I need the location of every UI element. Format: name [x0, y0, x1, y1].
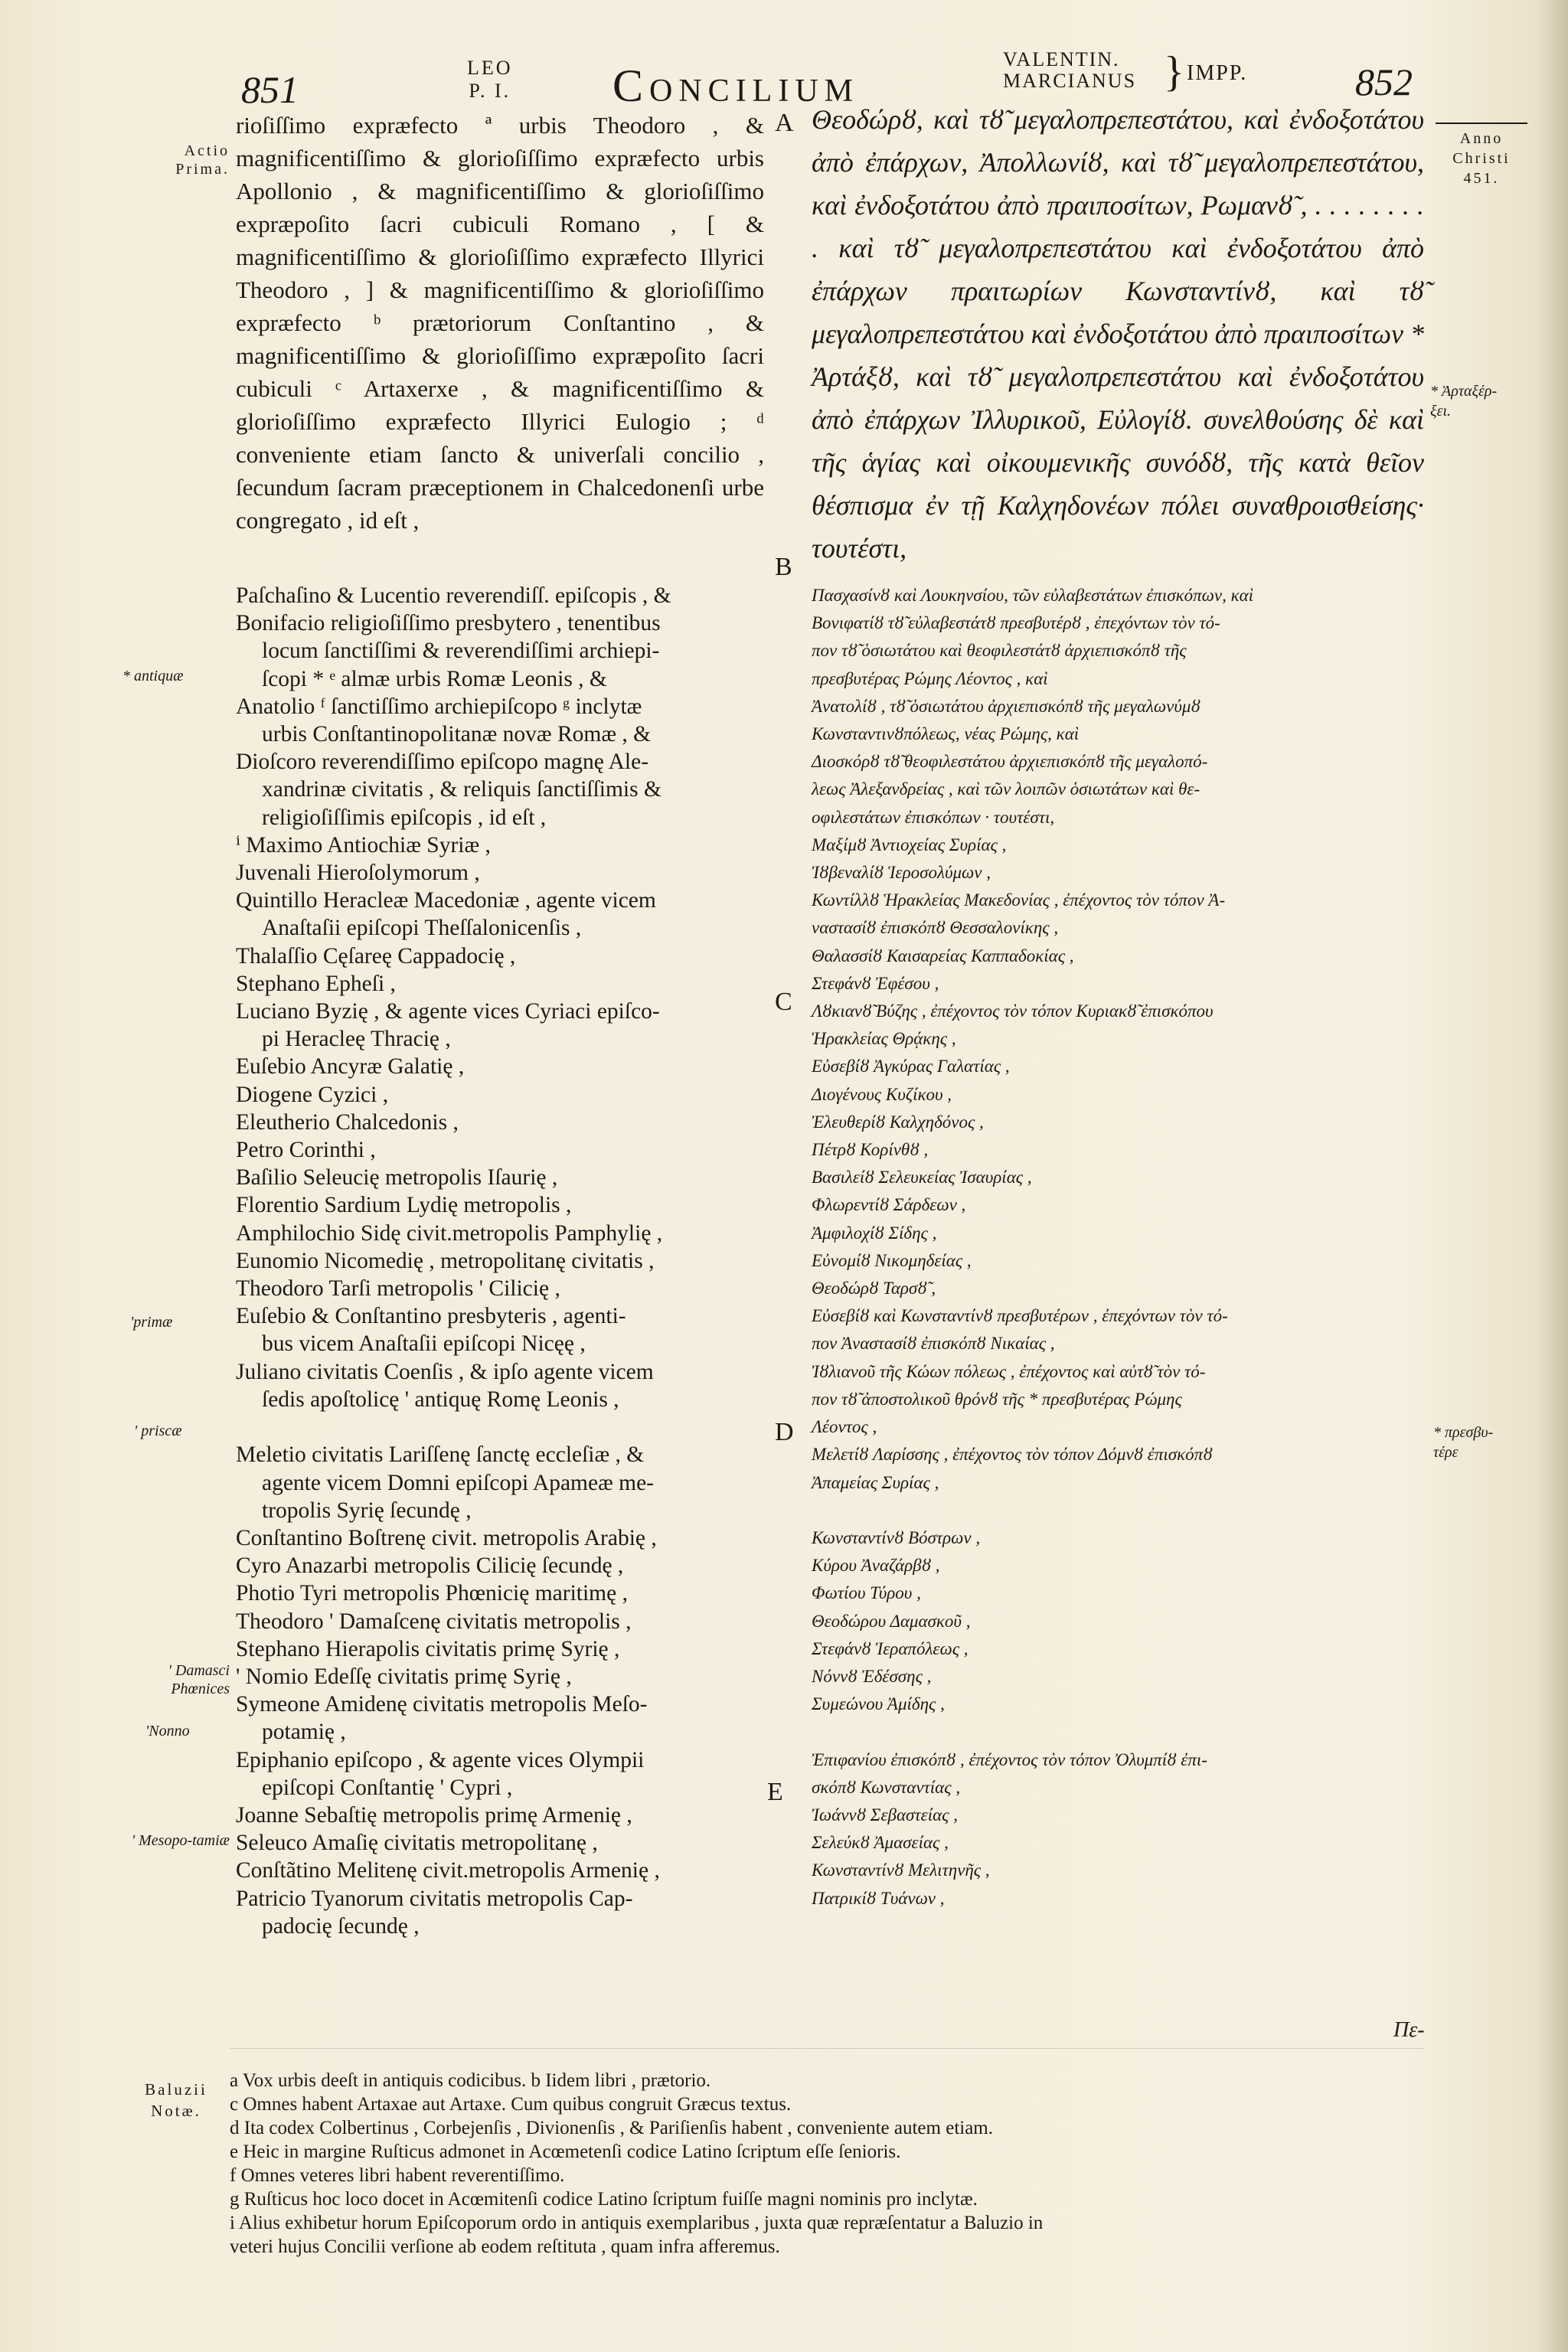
margin-note-nonno: 'Nonno: [145, 1723, 190, 1740]
latin-list-line: Anatolio ᶠ ſanctiſſimo archiepiſcopo ᵍ inclytæ: [236, 694, 642, 719]
latin-bishop-list: [236, 582, 772, 1940]
greek-list-line: Ἰωάννȣ Σεβαστείας ,: [812, 1805, 958, 1824]
notes-label: Baluzii Notæ.: [145, 2080, 207, 2120]
greek-list-line: Λέοντος ,: [812, 1417, 877, 1437]
latin-list-line: xandrinæ civitatis , & reliquis ſanctiſſimis &: [262, 777, 662, 802]
margin-rule: [1436, 122, 1527, 124]
greek-list-line: [812, 1718, 1428, 1746]
greek-list-line: [812, 1497, 1428, 1524]
footnotes: [230, 2069, 1455, 2259]
latin-list-line: Petro Corinthi ,: [236, 1138, 376, 1163]
latin-list-line: Luciano Byzię , & agente vices Cyriaci epiſco-: [236, 999, 660, 1024]
greek-list-line: σκόπȣ Κωνσταντίας ,: [812, 1777, 961, 1797]
latin-list-line: [236, 1413, 772, 1441]
footnote-line: g Ruſticus hoc loco docet in Acœmitenſi codice Latino ſcriptum fuiſſe magni nominis pro inclytæ.: [230, 2189, 978, 2210]
greek-list-line: Κωνσταντινȣπόλεως, νέας Ρώμης, καὶ: [812, 724, 1080, 744]
margin-note-antiquae: * antiquæ: [122, 668, 184, 684]
latin-list-line: Epiphanio epiſcopo , & agente vices Olympii: [236, 1747, 645, 1772]
latin-list-line: religioſiſſimis epiſcopis , id eſt ,: [262, 805, 547, 830]
margin-note-primae: 'primæ: [130, 1314, 173, 1331]
greek-list-line: Πατρικίȣ Τυάνων ,: [812, 1888, 945, 1908]
latin-list-line: Juliano civitatis Coenſis , & ipſo agente vicem: [236, 1359, 654, 1384]
impp-label: IMPP.: [1187, 61, 1248, 85]
latin-list-line: Stephano Epheſi ,: [236, 971, 396, 996]
latin-list-line: Thalaſſio Cęſareę Cappadocię ,: [236, 943, 516, 969]
latin-list-line: Meletio civitatis Lariſſenę ſanctę eccleſiæ , &: [236, 1442, 645, 1468]
latin-list-line: Eleutherio Chalcedonis ,: [236, 1109, 459, 1135]
footnote-line: e Heic in margine Ruſticus admonet in Acœmetenſi codice Latino ſcriptum eſſe ſenioris.: [230, 2141, 901, 2162]
latin-list-line: Symeone Amidenę civitatis metropolis Meſo-: [236, 1692, 648, 1717]
emperor-1: VALENTIN.: [1003, 48, 1120, 70]
latin-list-line: bus vicem Anaſtaſii epiſcopi Nicęę ,: [262, 1331, 586, 1357]
margin-note-mesopotamiae: ' Mesopo-tamiæ: [131, 1832, 230, 1849]
latin-list-line: Amphilochio Sidę civit.metropolis Pamphylię ,: [236, 1220, 663, 1246]
margin-note-priscae: ' priscæ: [134, 1423, 182, 1439]
catchword: Πε-: [1393, 2018, 1425, 2042]
greek-intro-paragraph: Θεοδώρȣ, καὶ τȣ̃ μεγαλοπρεπεστάτου, καὶ ἐνδοξοτάτου ἀπὸ ἐπάρχων, Ἀπολλωνίȣ, καὶ τȣ̃ μεγαλοπρεπεστάτου, καὶ ἐνδοξοτάτου ἀπὸ πραιποσίτων, Ρωμανȣ̃ , . . . . . . . . . καὶ τȣ̃ μεγαλοπρεπεστάτου καὶ ἐνδοξοτάτου ἀπὸ ἐπάρχων πραιτωρίων Κωνσταντίνȣ, καὶ τȣ̃ μεγαλοπρεπεστάτου καὶ ἐνδοξοτάτου ἀπὸ πραιποσίτων * Ἀρτάξȣ, καὶ τȣ̃ μεγαλοπρεπεστάτου καὶ ἐνδοξοτάτου ἀπὸ ἐπάρχων Ἰλλυρικοῦ, Εὐλογίȣ. συνελθούσης δὲ καὶ τῆς ἁγίας καὶ οἰκουμενικῆς συνόδȣ, τῆς κατὰ θεῖον θέσπισμα ἐν τῇ Καλχηδονέων πόλει συναθροισθείσης· τουτέστι,: [812, 104, 1424, 564]
notes-divider: [230, 2048, 1424, 2049]
greek-list-line: Βονιφατίȣ τȣ̃ εὐλαβεστάτȣ πρεσβυτέρȣ , ἐπεχόντων τὸν τό-: [812, 613, 1220, 633]
pope-name: LEO: [467, 57, 513, 79]
greek-list-line: Μαξίμȣ Ἀντιοχείας Συρίας ,: [812, 835, 1007, 854]
latin-list-line: Theodoro ' Damaſcenę civitatis metropolis ,: [236, 1609, 632, 1634]
latin-list-line: Conſtantino Boſtrenę civit. metropolis Arabię ,: [236, 1525, 657, 1550]
latin-list-line: Cyro Anazarbi metropolis Cilicię ſecundę ,: [236, 1553, 624, 1579]
footnote-line: i Alius exhibetur horum Epiſcoporum ordo in antiquis exemplaribus , juxta quæ repræſentatur a Baluzio in: [230, 2213, 1044, 2233]
latin-list-line: agente vicem Domni epiſcopi Apameæ me-: [262, 1470, 655, 1495]
margin-note-presbyteros: * πρεσβυ-τέρε: [1433, 1424, 1494, 1461]
latin-list-line: locum ſanctiſſimi & reverendiſſimi archiepi-: [262, 639, 660, 664]
greek-list-line: Θεοδώρȣ Ταρσȣ̃ ,: [812, 1279, 936, 1298]
latin-list-line: Seleuco Amaſię civitatis metropolitanę ,: [236, 1831, 598, 1856]
greek-list-line: πον τȣ̃ ἀποστολικοῦ θρόνȣ τῆς * πρεσβυτέρας Ρώμης: [812, 1389, 1182, 1409]
running-title: Concilium: [612, 60, 859, 111]
latin-list-line: Conſtãtino Melitenę civit.metropolis Armenię ,: [236, 1858, 660, 1883]
latin-list-line: ſedis apoſtolicę ' antiquę Romę Leonis ,: [262, 1387, 619, 1412]
latin-list-line: Bonifacio religioſiſſimo presbytero , tenentibus: [236, 611, 661, 636]
greek-list-line: Διογένους Κυζίκου ,: [812, 1084, 952, 1104]
greek-list-line: Συμεώνου Ἀμίδης ,: [812, 1694, 945, 1714]
latin-list-line: Joanne Sebaſtię metropolis primę Armenię ,: [236, 1802, 632, 1828]
greek-list-line: Κωνσταντίνȣ Μελιτηνῆς ,: [812, 1860, 990, 1880]
section-marker-b: B: [775, 553, 792, 581]
latin-list-line: Baſilio Seleucię metropolis Iſaurię ,: [236, 1165, 558, 1191]
latin-list-line: Eunomio Nicomedię , metropolitanę civitatis ,: [236, 1248, 655, 1273]
pope-number: P. I.: [469, 80, 511, 102]
latin-list-line: Quintillo Heracleæ Macedoniæ , agente vicem: [236, 888, 656, 913]
greek-list-line: Θεοδώρου Δαμασκοῦ ,: [812, 1611, 971, 1631]
latin-list-line: epiſcopi Conſtantię ' Cypri ,: [262, 1775, 513, 1800]
brace-glyph: }: [1164, 48, 1184, 96]
margin-note-damasci: ' Damasci Phœnices: [168, 1662, 230, 1697]
latin-list-line: Anaſtaſii epiſcopi Theſſalonicenſis ,: [262, 916, 582, 941]
latin-list-line: Diogene Cyzici ,: [236, 1082, 389, 1107]
emperors-label: [1003, 49, 1136, 92]
greek-list-line: Σελεύκȣ Ἀμασείας ,: [812, 1833, 949, 1853]
latin-list-line: Florentio Sardium Lydię metropolis ,: [236, 1193, 572, 1218]
greek-list-line: Θαλασσίȣ Καισαρείας Καππαδοκίας ,: [812, 946, 1074, 965]
latin-list-line: Euſebio & Conſtantino presbyteris , agenti-: [236, 1304, 626, 1329]
latin-list-line: ⁱ Maximo Antiochiæ Syriæ ,: [236, 832, 491, 858]
greek-list-line: Ἐπιφανίου ἐπισκόπȣ , ἐπέχοντος τὸν τόπον Ὀλυμπίȣ ἐπι-: [812, 1749, 1207, 1769]
greek-list-line: Νόννȣ Ἐδέσσης ,: [812, 1666, 932, 1686]
page-number-right: 852: [1355, 60, 1413, 103]
footnote-line: d Ita codex Colbertinus , Corbejenſis , Divionenſis , & Pariſienſis habent , conveniente autem etiam.: [230, 2118, 993, 2138]
latin-list-line: pi Heracleę Thracię ,: [262, 1027, 451, 1052]
greek-list-line: Κύρου Ἀναζάρβȣ ,: [812, 1556, 940, 1576]
section-marker-d: D: [775, 1418, 794, 1446]
latin-list-line: padocię ſecundę ,: [262, 1913, 420, 1939]
latin-list-line: Theodoro Tarſi metropolis ' Cilicię ,: [236, 1276, 560, 1302]
greek-list-line: Ἐλευθερίȣ Καλχηδόνος ,: [812, 1112, 984, 1132]
emperor-2: MARCIANUS: [1003, 70, 1137, 92]
greek-list-line: Διοσκόρȣ τȣ̃ θεοφιλεστάτου ἀρχιεπισκόπȣ τῆς μεγαλοπό-: [812, 752, 1208, 772]
footnote-line: a Vox urbis deeſt in antiquis codicibus. b Iidem libri , prætorio.: [230, 2070, 711, 2091]
section-marker-a: A: [775, 109, 794, 137]
greek-list-line: Βασιλείȣ Σελευκείας Ἰσαυρίας ,: [812, 1168, 1032, 1187]
greek-bishop-list: [812, 582, 1428, 1913]
greek-list-line: Ἰȣβεναλίȣ Ἱεροσολύμων ,: [812, 863, 991, 883]
pope-label: [467, 57, 513, 103]
greek-list-line: Πασχασίνȣ καὶ Λουκηνσίου, τῶν εὐλαβεστάτων ἐπισκόπων, καὶ: [812, 586, 1254, 605]
latin-list-line: Photio Tyri metropolis Phœnicię maritimę ,: [236, 1581, 628, 1606]
greek-list-line: Στεφάνȣ Ἐφέσου ,: [812, 973, 939, 993]
latin-list-line: urbis Conſtantinopolitanæ novæ Romæ , &: [262, 722, 652, 747]
footnote-line: f Omnes veteres libri habent reverentiſſimo.: [230, 2165, 565, 2186]
greek-list-line: Εὐσεβίȣ Ἀγκύρας Γαλατίας ,: [812, 1057, 1010, 1076]
greek-list-line: Κωνσταντίνȣ Βόστρων ,: [812, 1527, 981, 1547]
greek-list-line: Ἀνατολίȣ , τȣ̃ ὁσιωτάτου ἀρχιεπισκόπȣ τῆς μεγαλωνύμȣ: [812, 696, 1200, 716]
latin-list-line: Juvenali Hieroſolymorum ,: [236, 861, 480, 886]
footnote-line: veteri hujus Concilii verſione ab eodem reſtituta , quam infra afferemus.: [230, 2236, 780, 2257]
latin-list-line: tropolis Syrię ſecundę ,: [262, 1498, 472, 1523]
margin-actio: Actio Prima.: [175, 142, 230, 178]
latin-intro-paragraph: rioſiſſimo expræfecto ª urbis Theodoro , & magnificentiſſimo & glorioſiſſimo expræfecto urbis Apollonio , & magnificentiſſimo & glorioſiſſimo expræpoſito ſacri cubiculi Romano , [ & magnificentiſſimo & glorioſiſſimo expræfecto Illyrici Theodoro , ] & magnificentiſſimo & glorioſiſſimo expræfecto ᵇ prætoriorum Conſtantino , & magnificentiſſimo & glorioſiſſimo expræpoſito ſacri cubiculi ᶜ Artaxerxe , & magnificentiſſimo & glorioſiſſimo expræfecto Illyrici Eulogio ; ᵈ conveniente etiam ſancto & univerſali concilio , ſecundum ſacram præceptionem in Chalcedonenſi urbe congregato , id eſt ,: [236, 112, 764, 534]
latin-list-line: Patricio Tyanorum civitatis metropolis Cap-: [236, 1886, 633, 1911]
greek-list-line: Στεφάνȣ Ἱεραπόλεως ,: [812, 1638, 969, 1658]
latin-list-line: Paſchaſino & Lucentio reverendiſſ. epiſcopis , &: [236, 583, 671, 608]
latin-list-line: ſcopi * ᵉ almæ urbis Romæ Leonis , &: [262, 666, 607, 691]
latin-list-line: Dioſcoro reverendiſſimo epiſcopo magnę Ale-: [236, 750, 649, 775]
section-marker-c: C: [775, 988, 792, 1016]
greek-list-line: Πέτρȣ Κορίνθȣ ,: [812, 1140, 929, 1160]
greek-list-line: ναστασίȣ ἐπισκόπȣ Θεσσαλονίκης ,: [812, 918, 1059, 938]
greek-list-line: Φωτίου Τύρου ,: [812, 1583, 921, 1603]
greek-list-line: οφιλεστάτων ἐπισκόπων · τουτέστι,: [812, 807, 1055, 827]
greek-list-line: Εὐσεβίȣ καὶ Κωνσταντίνȣ πρεσβυτέρων , ἐπεχόντων τὸν τό-: [812, 1306, 1228, 1326]
footnote-line: c Omnes habent Artaxae aut Artaxe. Cum quibus congruit Græcus textus.: [230, 2094, 792, 2115]
greek-list-line: Ἀμφιλοχίȣ Σίδης ,: [812, 1223, 937, 1243]
greek-list-line: Λȣκιανȣ̃ Βύζης , ἐπέχοντος τὸν τόπον Κυριακȣ̃ ἐπισκόπου: [812, 1001, 1214, 1021]
greek-list-line: πρεσβυτέρας Ρώμης Λέοντος , καὶ: [812, 668, 1048, 688]
margin-note-artaxer: * Ἀρταξέρ-ξει.: [1430, 383, 1498, 420]
latin-list-line: ' Nomio Edeſſę civitatis primę Syrię ,: [236, 1664, 572, 1689]
greek-list-line: Εὐνομίȣ Νικομηδείας ,: [812, 1250, 972, 1270]
greek-list-line: Κωντίλλȣ Ἡρακλείας Μακεδονίας , ἐπέχοντος τὸν τόπον Ἀ-: [812, 890, 1226, 910]
greek-list-line: πον Ἀναστασίȣ ἐπισκόπȣ Νικαίας ,: [812, 1334, 1055, 1354]
greek-list-line: Ἀπαμείας Συρίας ,: [812, 1472, 939, 1492]
latin-list-line: Stephano Hierapolis civitatis primę Syrię ,: [236, 1636, 620, 1661]
latin-list-line: potamię ,: [262, 1720, 346, 1745]
greek-list-line: Ἰȣλιανοῦ τῆς Κώων πόλεως , ἐπέχοντος καὶ αὐτȣ̃ τὸν τό-: [812, 1361, 1206, 1381]
greek-list-line: λεως Ἀλεξανδρείας , καὶ τῶν λοιπῶν ὁσιωτάτων καὶ θε-: [812, 779, 1200, 799]
greek-list-line: Φλωρεντίȣ Σάρδεων ,: [812, 1195, 966, 1215]
latin-list-line: Euſebio Ancyræ Galatię ,: [236, 1054, 465, 1080]
page-number-left: 851: [241, 68, 299, 111]
anno-label: Anno Christi 451.: [1452, 130, 1511, 187]
greek-list-line: πον τȣ̃ ὁσιωτάτου καὶ θεοφιλεστάτȣ ἀρχιεπισκόπȣ τῆς: [812, 641, 1187, 661]
section-marker-e: E: [767, 1778, 783, 1806]
page-edge-shadow: [1537, 0, 1568, 2352]
margin-anno: [1432, 122, 1531, 188]
greek-list-line: Ἡρακλείας Θρᾴκης ,: [812, 1029, 956, 1049]
greek-list-line: Μελετίȣ Λαρίσσης , ἐπέχοντος τὸν τόπον Δόμνȣ ἐπισκόπȣ: [812, 1445, 1213, 1465]
